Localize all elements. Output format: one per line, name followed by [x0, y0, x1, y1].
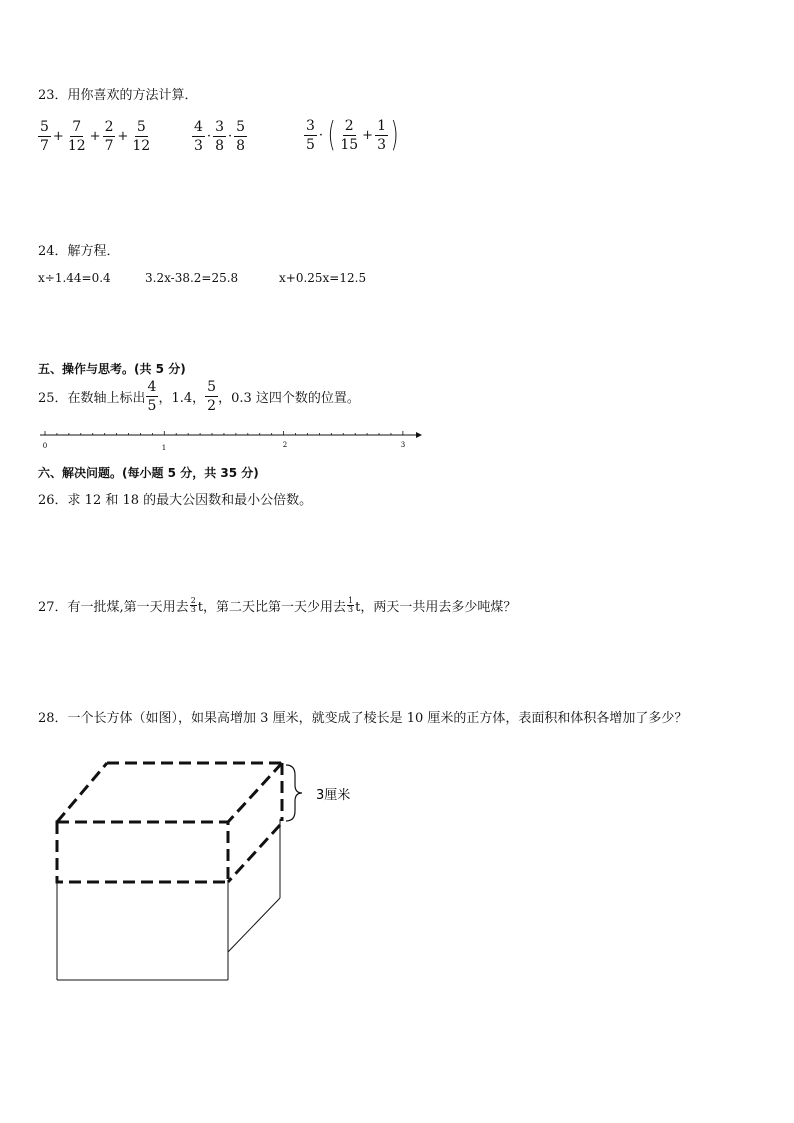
- q27-question: 27．有一批煤,第一天用去 2 3 t，第二天比第一天少用去 1 3 t，两天一共用去多少吨煤？: [38, 596, 517, 615]
- q25-question: 25．在数轴上标出 $\frac{4}{5}$ ，1.4， $\frac{5}{2}$ ，0.3 这四个数的位置。: [38, 379, 360, 414]
- number-line: [36, 426, 426, 454]
- fraction: $\frac{4}{5}$: [147, 379, 157, 414]
- fraction: $\frac{3}{8}$: [215, 119, 224, 154]
- equation-1: x÷1.44=0.4: [38, 271, 111, 285]
- fraction: $\frac{7}{12}$: [67, 119, 86, 154]
- fraction: $\frac{5}{7}$: [40, 119, 49, 154]
- fraction: $\frac{4}{3}$: [194, 119, 203, 154]
- fraction: $\frac{5}{12}$: [132, 119, 151, 154]
- equation-3: x+0.25x=12.5: [279, 271, 367, 285]
- q28-question: 28．一个长方体（如图），如果高增加 3 厘米，就变成了棱长是 10 厘米的正方体，表面积和体积各增加了多少？: [38, 711, 688, 726]
- fraction: $\frac{2}{15}$: [340, 117, 359, 153]
- q23-expression-1: $\frac{5}{7}$ + $\frac{7}{12}$ + $\frac{2}{7}$ + $\frac{5}{12}$: [40, 119, 151, 154]
- axis-label-2: 2: [282, 441, 288, 449]
- q23-expression-2: $\frac{4}{3}$ · $\frac{3}{8}$ · $\frac{5}{8}$: [194, 119, 246, 154]
- axis-label-1: 1: [161, 444, 167, 452]
- section-6-heading: 六、解决问题。(每小题 5 分，共 35 分): [38, 466, 259, 480]
- fraction: $\frac{5}{2}$: [207, 379, 217, 414]
- fraction: 1 3: [348, 596, 354, 614]
- height-label: 3厘米: [316, 788, 351, 803]
- cuboid-figure: [50, 755, 380, 990]
- fraction: 2 3: [190, 596, 196, 614]
- left-paren: (: [327, 115, 336, 155]
- fraction: $\frac{1}{3}$: [377, 117, 386, 153]
- q24-title: 24．解方程．: [38, 244, 120, 259]
- right-paren: ): [390, 115, 399, 155]
- fraction: $\frac{2}{7}$: [104, 119, 114, 154]
- fraction: $\frac{5}{8}$: [236, 119, 246, 154]
- fraction: $\frac{3}{5}$: [306, 117, 315, 153]
- q23-expression-3: $\frac{3}{5}$ · ( $\frac{2}{15}$ + $\frac{1}{3}$ ): [306, 115, 399, 155]
- axis-label-0: 0: [42, 442, 48, 450]
- axis-label-3: 3: [400, 441, 406, 449]
- section-5-heading: 五、操作与思考。(共 5 分): [38, 362, 186, 376]
- q26-question: 26．求 12 和 18 的最大公因数和最小公倍数。: [38, 493, 313, 508]
- q23-title: 23．用你喜欢的方法计算．: [38, 88, 198, 103]
- equation-2: 3.2x-38.2=25.8: [145, 271, 239, 285]
